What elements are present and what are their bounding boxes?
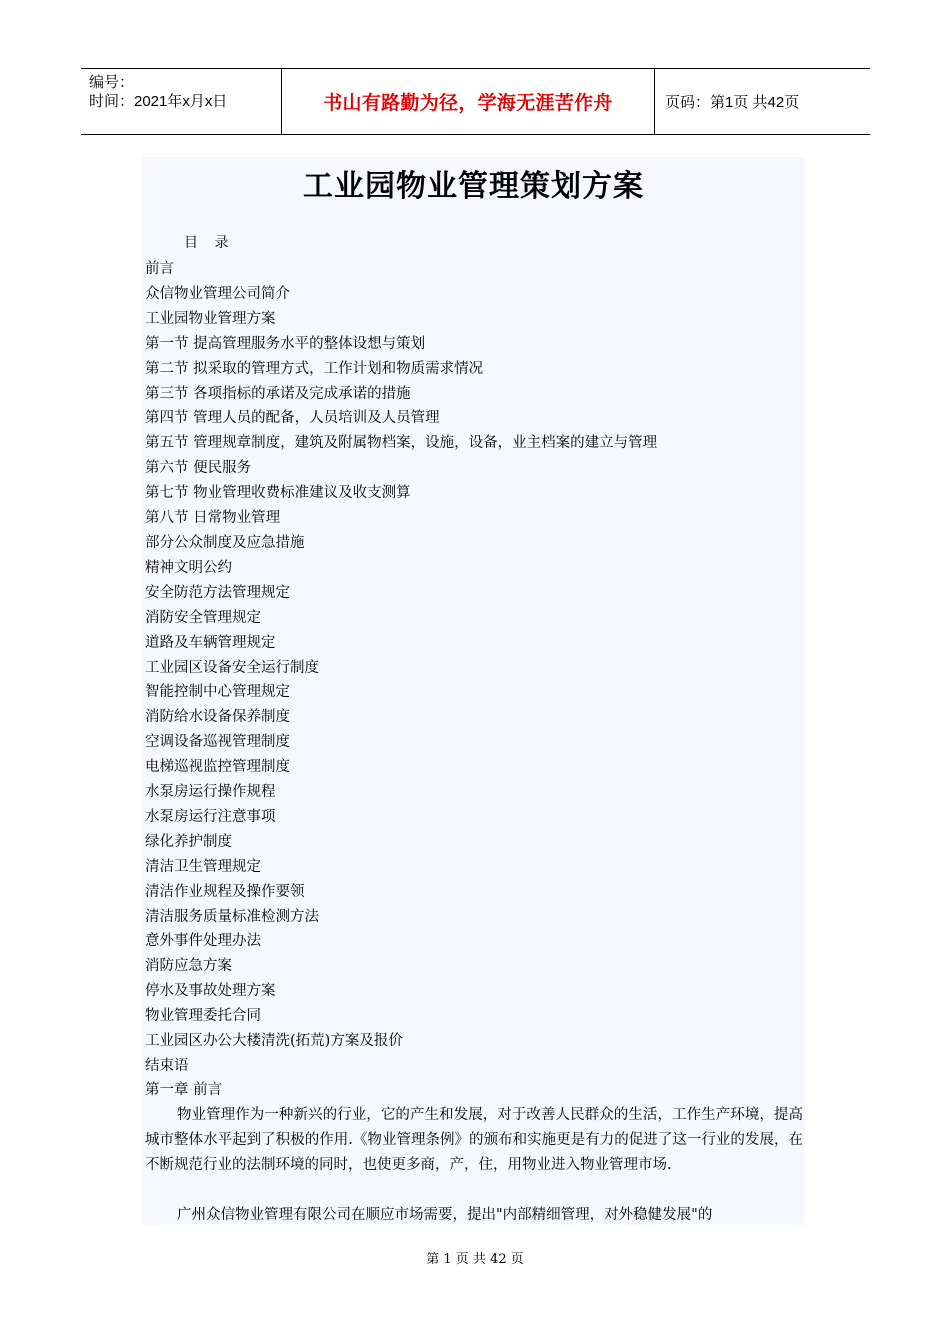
header-meta xyxy=(81,69,282,134)
document-page xyxy=(142,157,805,1225)
toc-item: 停水及事故处理方案 xyxy=(145,983,276,1000)
toc-item: 意外事件处理办法 xyxy=(145,933,261,950)
body-paragraph: 广州众信物业管理有限公司在顺应市场需要，提出"内部精细管理，对外稳健发展"的 xyxy=(177,1207,713,1223)
time-label: 时间：2021年x月x日 xyxy=(89,93,228,110)
toc-item: 空调设备巡视管理制度 xyxy=(145,734,290,751)
toc-item: 第二节 拟采取的管理方式，工作计划和物质需求情况 xyxy=(145,360,484,377)
toc-item: 众信物业管理公司简介 xyxy=(145,285,290,302)
toc-item: 工业园物业管理方案 xyxy=(145,310,276,327)
toc-item: 道路及车辆管理规定 xyxy=(145,634,276,651)
toc-item: 第三节 各项指标的承诺及完成承诺的措施 xyxy=(145,385,411,402)
toc-item: 工业园区办公大楼清洗(拓荒)方案及报价 xyxy=(145,1033,403,1050)
toc-item: 第八节 日常物业管理 xyxy=(145,510,281,527)
toc-item: 前言 xyxy=(145,261,174,277)
toc-item: 第一节 提高管理服务水平的整体设想与策划 xyxy=(145,335,426,352)
number-label: 编号： xyxy=(89,74,135,91)
toc-item: 物业管理委托合同 xyxy=(145,1008,261,1025)
toc-item: 电梯巡视监控管理制度 xyxy=(145,759,290,776)
toc-item: 安全防范方法管理规定 xyxy=(145,584,290,601)
document-header xyxy=(81,68,870,135)
toc-item: 水泵房运行操作规程 xyxy=(145,784,276,801)
toc-item: 部分公众制度及应急措施 xyxy=(145,534,305,551)
toc-item: 精神文明公约 xyxy=(145,559,232,576)
toc-item: 第四节 管理人员的配备，人员培训及人员管理 xyxy=(145,410,440,427)
header-motto: 书山有路勤为径，学海无涯苦作舟 xyxy=(282,69,655,134)
toc-item: 清洁作业规程及操作要领 xyxy=(145,883,305,900)
toc-item: 第六节 便民服务 xyxy=(145,460,252,477)
toc-item: 智能控制中心管理规定 xyxy=(145,684,290,701)
toc-item: 结束语 xyxy=(145,1058,189,1074)
toc-item: 工业园区设备安全运行制度 xyxy=(145,659,319,676)
table-of-contents xyxy=(145,257,657,1079)
toc-heading: 目 录 xyxy=(184,235,235,251)
toc-item: 消防应急方案 xyxy=(145,958,232,975)
header-page-info: 页码：第1页 共42页 xyxy=(665,94,800,111)
toc-item: 消防给水设备保养制度 xyxy=(145,709,290,726)
page-footer: 第 1 页 共 42 页 xyxy=(426,1252,524,1267)
toc-item: 消防安全管理规定 xyxy=(145,609,261,626)
chapter-heading: 第一章 前言 xyxy=(145,1082,223,1098)
toc-item: 绿化养护制度 xyxy=(145,833,232,850)
toc-item: 水泵房运行注意事项 xyxy=(145,808,276,825)
toc-item: 清洁卫生管理规定 xyxy=(145,858,261,875)
body-paragraph: 物业管理作为一种新兴的行业，它的产生和发展，对于改善人民群众的生活，工作生产环境，提高城市整体水平起到了积极的作用.《物业管理条例》的颁布和实施更是有力的促进了这一行业的发展，在不断规范行业的法制环境的同时，也使更多商，产，住，用物业进入物业管理市场. xyxy=(145,1107,803,1173)
toc-item: 清洁服务质量标准检测方法 xyxy=(145,908,319,925)
toc-item: 第七节 物业管理收费标准建议及收支测算 xyxy=(145,485,411,502)
document-title: 工业园物业管理策划方案 xyxy=(303,169,644,204)
toc-item: 第五节 管理规章制度，建筑及附属物档案，设施，设备，业主档案的建立与管理 xyxy=(145,435,658,452)
